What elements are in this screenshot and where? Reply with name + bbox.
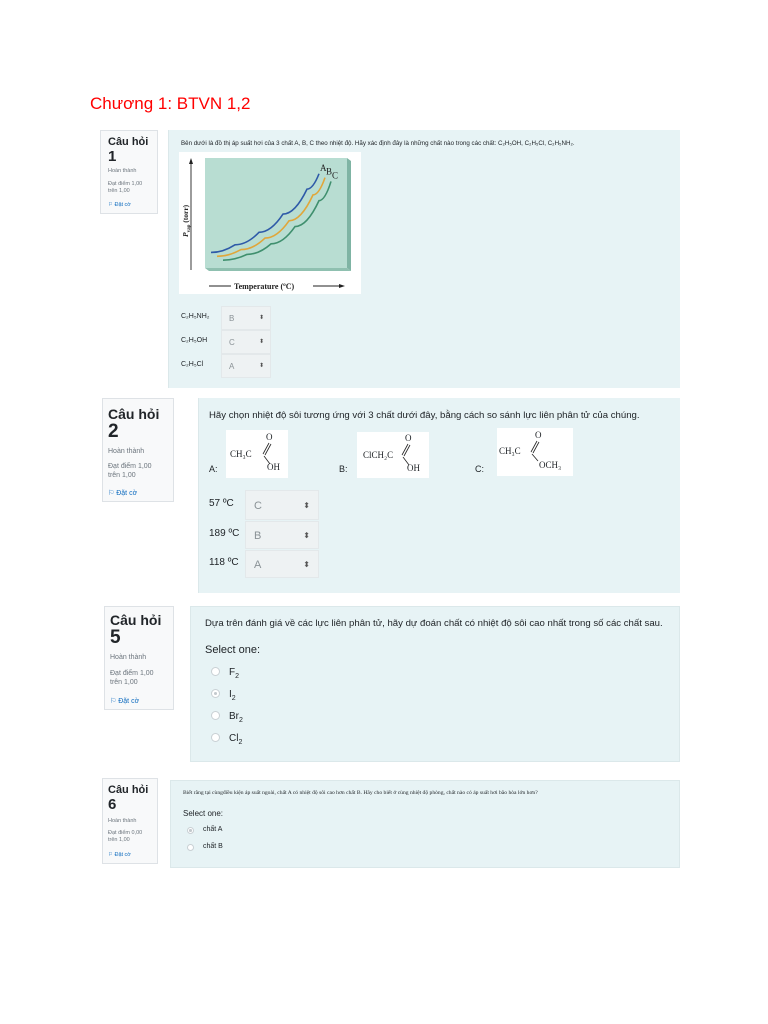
- option-radio[interactable]: [187, 844, 194, 851]
- x-axis-label: Temperature (ºC): [234, 282, 295, 291]
- question-text: Biết rằng tại cùngđiều kiện áp suất ngoài, chất A có nhiệt độ sôi cao hơn chất B. Hãy cho biết ở cùng nhiệt độ phòng, chất nào có áp suất hơi bão hòa lớn hơn?: [183, 790, 538, 796]
- match-row: [181, 306, 271, 330]
- series-label: B: [326, 166, 333, 177]
- y-axis-arrow: [189, 158, 193, 164]
- question-1: [92, 130, 680, 388]
- y-axis-label: $P_{vap}$ (torr): [181, 204, 192, 237]
- vapor-pressure-chart-svg: [179, 152, 361, 294]
- match-label: 57 ºC: [209, 498, 234, 509]
- flag-icon: ⚐: [108, 202, 113, 208]
- option-radio[interactable]: [211, 733, 220, 742]
- select-arrows-icon: ⬍: [258, 339, 264, 345]
- question-content: [168, 130, 680, 388]
- question-text: Dựa trên đánh giá về các lực liên phân tử, hãy dự đoán chất có nhiệt độ sôi cao nhất trong số các chất sau.: [205, 618, 663, 629]
- question-text: Bên dưới là đồ thị áp suất hơi của 3 chất A, B, C theo nhiệt độ. Hãy xác định đây là những chất nào trong các chất: C₂H₅OH, C₂H₅Cl, C₂H₅NH₂.: [181, 140, 575, 147]
- match-row: [181, 354, 271, 378]
- match-select[interactable]: C ⬍: [221, 330, 271, 354]
- question-6: [92, 776, 680, 868]
- flag-button[interactable]: ⚐ Đặt cờ: [108, 202, 131, 208]
- flag-icon: ⚐: [108, 852, 113, 858]
- question-info: [100, 130, 158, 214]
- question-number: 1: [108, 148, 117, 165]
- option-radio[interactable]: [211, 667, 220, 676]
- match-select[interactable]: B ⬍: [245, 521, 319, 549]
- option-radio[interactable]: [187, 827, 194, 834]
- structure-key: A:: [209, 464, 218, 474]
- option-label[interactable]: $Cl_2$: [229, 733, 243, 746]
- question-grade: Đạt điểm 0,00 trên 1,00: [108, 830, 143, 844]
- question-info: [102, 778, 158, 864]
- question-2: [92, 398, 680, 593]
- structure-key: B:: [339, 464, 348, 474]
- match-select[interactable]: C ⬍: [245, 490, 319, 520]
- question-grade: Đạt điểm 1,00 trên 1,00: [110, 670, 154, 687]
- question-content: [170, 780, 680, 868]
- question-label: Câu hỏi: [108, 136, 149, 148]
- vapor-pressure-chart: [179, 152, 361, 294]
- question-label: Câu hỏi: [108, 784, 149, 796]
- flag-button[interactable]: ⚐ Đặt cờ: [108, 490, 138, 497]
- question-state: Hoàn thành: [108, 818, 137, 824]
- match-label: C₂H₅NH₂: [181, 313, 210, 320]
- question-info: [104, 606, 174, 710]
- match-label: 189 ºC: [209, 528, 240, 539]
- plot-side: [347, 158, 351, 271]
- question-content: [198, 398, 680, 593]
- match-row: [209, 521, 319, 549]
- match-label: C₂H₅Cl: [181, 361, 204, 368]
- match-select[interactable]: A ⬍: [245, 550, 319, 578]
- match-label: C₂H₅OH: [181, 337, 208, 344]
- question-label: Câu hỏi: [110, 612, 162, 628]
- question-state: Hoàn thành: [108, 448, 145, 455]
- series-label: C: [332, 170, 339, 181]
- select-arrows-icon: ⬍: [303, 560, 310, 569]
- option-label[interactable]: $F_2$: [229, 667, 240, 680]
- select-arrows-icon: ⬍: [258, 315, 264, 321]
- question-state: Hoàn thành: [110, 654, 147, 661]
- option-label[interactable]: chất A: [203, 826, 223, 833]
- flag-button[interactable]: ⚐ Đặt cờ: [110, 698, 140, 705]
- select-one-prompt: Select one:: [183, 809, 224, 818]
- structure-c: O CH₃C OCH₃: [497, 428, 573, 476]
- match-select[interactable]: B ⬍: [221, 306, 271, 330]
- question-number: 6: [108, 796, 117, 813]
- structure-key: C:: [475, 464, 484, 474]
- question-info: [102, 398, 174, 502]
- series-label: A: [320, 162, 327, 173]
- flag-icon: ⚐: [110, 698, 117, 705]
- match-select[interactable]: A ⬍: [221, 354, 271, 378]
- option-radio[interactable]: [211, 711, 220, 720]
- flag-button[interactable]: ⚐ Đặt cờ: [108, 852, 131, 858]
- select-arrows-icon: ⬍: [303, 501, 310, 510]
- option-radio[interactable]: [211, 689, 220, 698]
- select-arrows-icon: ⬍: [258, 363, 264, 369]
- x-axis-arrow: [339, 284, 345, 288]
- option-label[interactable]: $Br_2$: [229, 711, 243, 724]
- structure-a: O CH₃C OH: [226, 430, 288, 478]
- question-label: Câu hỏi: [108, 406, 160, 422]
- question-number: 2: [108, 421, 119, 442]
- flag-icon: ⚐: [108, 490, 115, 497]
- match-row: [209, 550, 319, 578]
- question-text: Hãy chọn nhiệt độ sôi tương ứng với 3 chất dưới đây, bằng cách so sánh lực liên phân tử của chúng.: [209, 410, 640, 421]
- question-5: [92, 600, 680, 762]
- question-grade: Đạt điểm 1,00 trên 1,00: [108, 181, 143, 195]
- question-number: 5: [110, 627, 121, 648]
- question-grade: Đạt điểm 1,00 trên 1,00: [108, 463, 152, 480]
- document-title: Chương 1: BTVN 1,2: [90, 94, 251, 113]
- question-state: Hoàn thành: [108, 168, 137, 174]
- structure-b: O ClCH₂C OH: [357, 432, 429, 478]
- plot-floor: [205, 268, 351, 271]
- select-arrows-icon: ⬍: [303, 531, 310, 540]
- option-label[interactable]: $I_2$: [229, 689, 236, 702]
- select-one-prompt: Select one:: [205, 644, 261, 656]
- match-label: 118 ºC: [209, 557, 239, 568]
- option-label[interactable]: chất B: [203, 843, 223, 850]
- match-row: [181, 330, 271, 354]
- question-content: [190, 606, 680, 762]
- match-row: [209, 490, 319, 520]
